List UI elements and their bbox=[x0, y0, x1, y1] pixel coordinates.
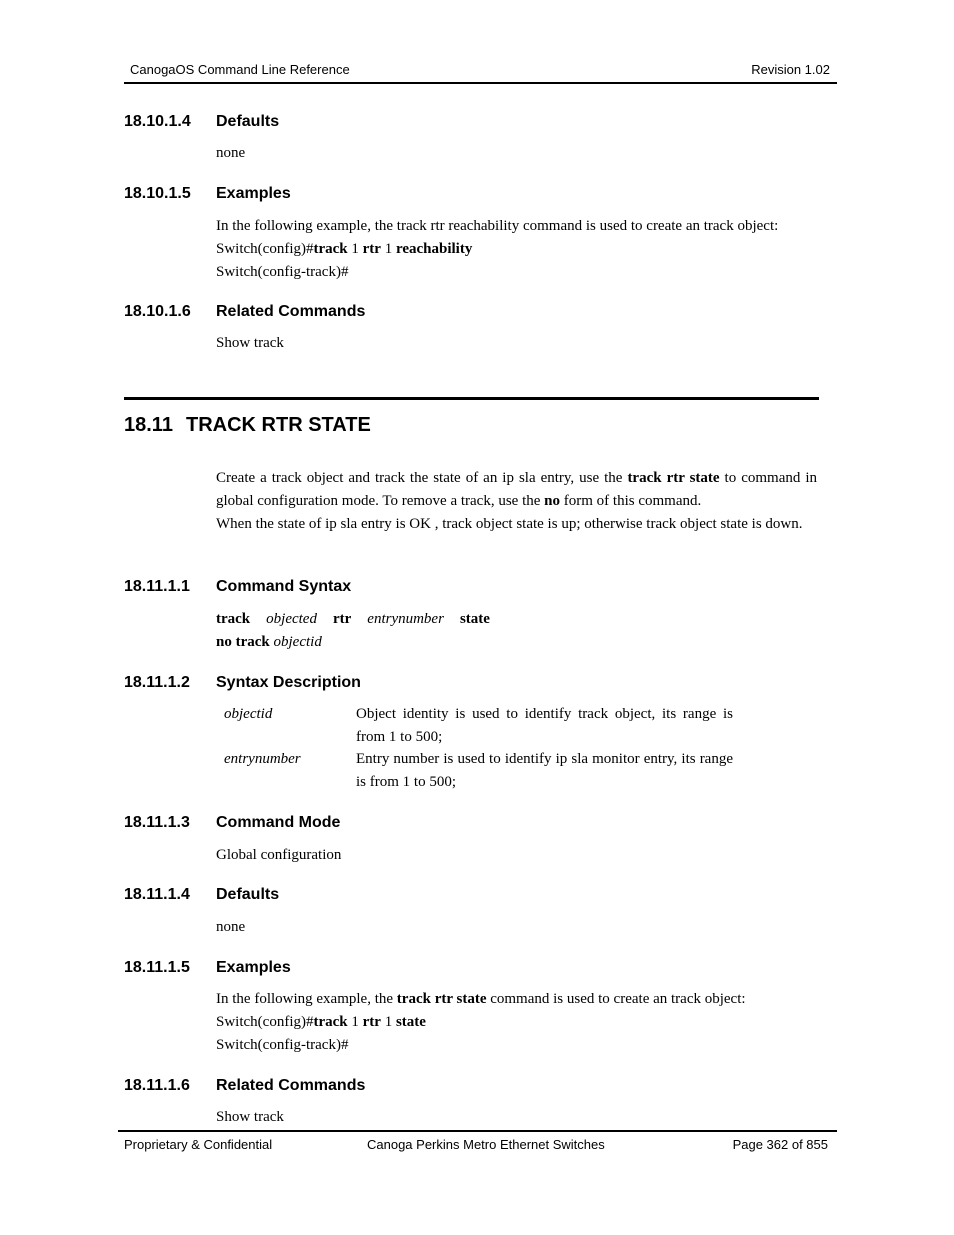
footer-rule bbox=[118, 1130, 837, 1132]
examples-body bbox=[216, 988, 746, 1057]
description-heading bbox=[124, 673, 361, 693]
example-intro: In the following example, the track rtr state command is used to create an track object: bbox=[216, 991, 746, 1007]
heading-number: 18.11.1.3 bbox=[124, 814, 190, 831]
section-title bbox=[124, 413, 371, 437]
example-result: Switch(config-track)# bbox=[216, 1037, 349, 1053]
heading-title: Examples bbox=[216, 959, 291, 976]
header-title: CanogaOS Command Line Reference bbox=[130, 62, 350, 77]
heading-number: 18.11.1.5 bbox=[124, 959, 190, 976]
heading-title: Command Mode bbox=[216, 814, 341, 831]
heading-title: Defaults bbox=[216, 113, 280, 130]
heading-title: Related Commands bbox=[216, 1077, 366, 1094]
heading-number: 18.11.1.6 bbox=[124, 1077, 190, 1094]
footer-company: Canoga Perkins Metro Ethernet Switches bbox=[367, 1137, 605, 1152]
example-command: Switch(config)#track 1 rtr 1 reachability bbox=[216, 241, 473, 257]
related-heading bbox=[124, 1076, 365, 1096]
prev-examples-heading bbox=[124, 184, 291, 204]
example-result: Switch(config-track)# bbox=[216, 264, 349, 280]
defaults-heading bbox=[124, 885, 279, 905]
heading-title: Defaults bbox=[216, 886, 280, 903]
syntax-heading bbox=[124, 577, 351, 597]
syntax-line-1: track objected rtr entrynumber state bbox=[216, 611, 490, 627]
prev-defaults-text: none bbox=[216, 145, 246, 161]
heading-title: Examples bbox=[216, 185, 291, 202]
syntax-line-2: no track objectid bbox=[216, 634, 322, 650]
heading-title: Syntax Description bbox=[216, 674, 361, 691]
related-text: Show track bbox=[216, 1109, 284, 1125]
description-term: objectid bbox=[224, 706, 273, 722]
header-rule bbox=[124, 82, 837, 84]
description-text: Object identity is used to identify track object, its range is from 1 to 500; bbox=[356, 706, 733, 745]
section-intro bbox=[216, 467, 817, 536]
examples-heading bbox=[124, 958, 291, 978]
header-revision: Revision 1.02 bbox=[751, 62, 830, 77]
prev-defaults-heading bbox=[124, 112, 279, 132]
heading-number: 18.10.1.6 bbox=[124, 303, 191, 320]
description-term: entrynumber bbox=[224, 751, 301, 767]
section-name: TRACK RTR STATE bbox=[186, 414, 371, 436]
prev-related-text: Show track bbox=[216, 335, 284, 351]
example-intro: In the following example, the track rtr reachability command is used to create an track object: bbox=[216, 218, 779, 234]
heading-number: 18.10.1.4 bbox=[124, 113, 191, 130]
heading-number: 18.10.1.5 bbox=[124, 185, 191, 202]
heading-number: 18.11.1.4 bbox=[124, 886, 190, 903]
defaults-text: none bbox=[216, 919, 246, 935]
mode-heading bbox=[124, 813, 340, 833]
intro-paragraph-2: When the state of ip sla entry is OK , track object state is up; otherwise track object state is down. bbox=[216, 516, 803, 532]
footer-confidential: Proprietary & Confidential bbox=[124, 1137, 273, 1152]
example-command: Switch(config)#track 1 rtr 1 state bbox=[216, 1014, 426, 1030]
section-rule bbox=[124, 397, 819, 400]
prev-related-heading bbox=[124, 302, 365, 322]
mode-text: Global configuration bbox=[216, 847, 342, 863]
description-text: Entry number is used to identify ip sla monitor entry, its range is from 1 to 500; bbox=[356, 751, 733, 790]
syntax-body bbox=[216, 608, 506, 654]
heading-number: 18.11.1.2 bbox=[124, 674, 190, 691]
heading-number: 18.11.1.1 bbox=[124, 578, 190, 595]
prev-examples-body bbox=[216, 215, 778, 284]
heading-title: Related Commands bbox=[216, 303, 366, 320]
heading-title: Command Syntax bbox=[216, 578, 352, 595]
footer-page-number: Page 362 of 855 bbox=[732, 1137, 828, 1152]
section-number: 18.11 bbox=[124, 414, 173, 436]
intro-paragraph-1: Create a track object and track the state of an ip sla entry, use the track rtr state to command in global configuration mode. To remove a track, use the no form of this command. bbox=[216, 470, 817, 509]
